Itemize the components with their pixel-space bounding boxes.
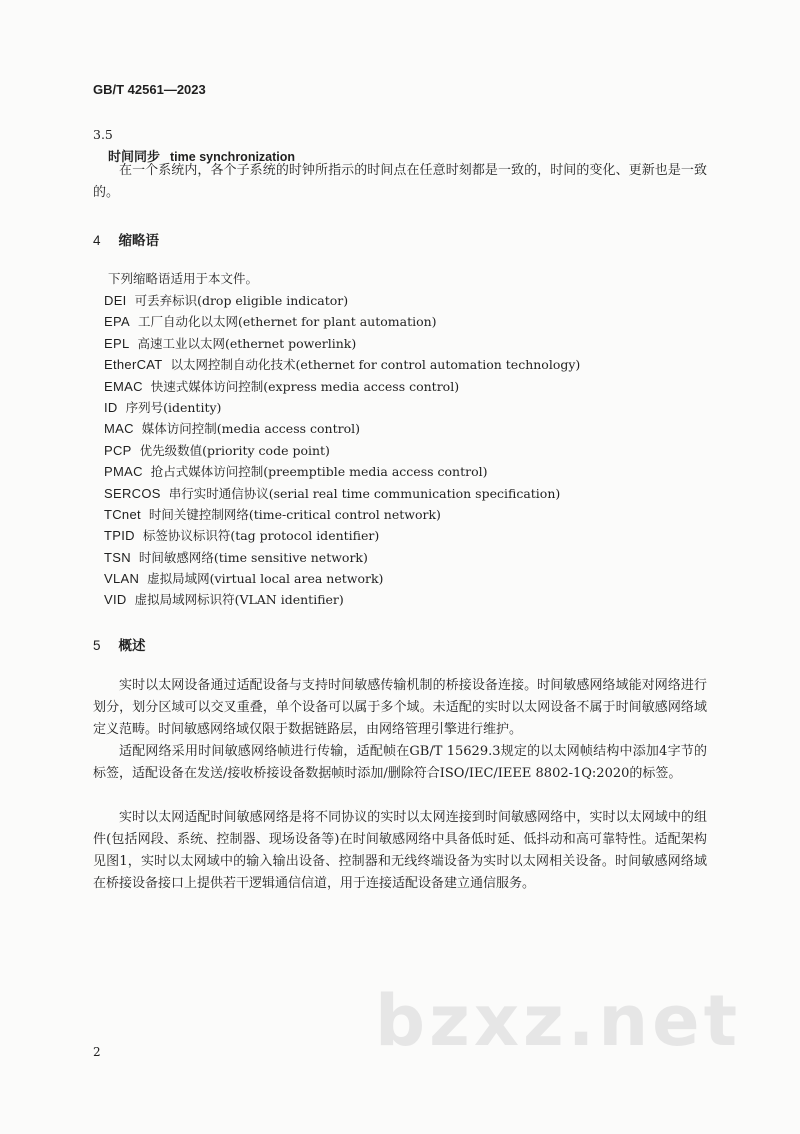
abbreviation-description: 高速工业以太网(ethernet powerlink) (137, 335, 357, 351)
abbreviation-description: 虚拟局域网标识符(VLAN identifier) (134, 592, 344, 608)
abbreviation-description: 串行实时通信协议(serial real time communication specification) (168, 485, 561, 501)
abbreviation-description: 时间敏感网络(time sensitive network) (138, 549, 368, 565)
abbreviation-term: PMAC (104, 464, 143, 480)
abbreviation-term: MAC (104, 421, 134, 437)
abbreviation-term: EMAC (104, 378, 143, 394)
abbreviation-description: 优先级数值(priority code point) (139, 442, 330, 458)
abbreviation-term: PCP (104, 442, 132, 458)
section-4-number: 4 (93, 233, 101, 248)
section-5-title: 概述 (118, 638, 146, 654)
abbreviation-item (104, 547, 580, 568)
abbreviation-item (104, 333, 580, 354)
abbreviation-description: 可丢弃标识(drop eligible indicator) (134, 293, 349, 308)
abbreviation-description: 时间关键控制网络(time-critical control network) (148, 506, 441, 522)
abbreviation-description: 抢占式媒体访问控制(preemptible media access control) (150, 464, 488, 480)
abbreviation-item (104, 376, 580, 397)
abbreviation-description: 标签协议标识符(tag protocol identifier) (142, 528, 380, 544)
abbreviation-term: VID (104, 592, 127, 608)
abbreviation-description: 媒体访问控制(media access control) (141, 421, 360, 437)
abbreviation-term: DEI (104, 293, 127, 308)
overview-paragraph-3: 实时以太网适配时间敏感网络是将不同协议的实时以太网连接到时间敏感网络中，实时以太网域中的组件(包括网段、系统、控制器、现场设备等)在时间敏感网络中具备低时延、低抖动和高可靠特性。适配架构见图1，实时以太网域中的输入输出设备、控制器和无线终端设备为实时以太网相关设备。时间敏感网络域在桥接设备接口上提供若干逻辑通信信道，用于连接适配设备建立通信服务。 (93, 810, 707, 891)
abbreviation-term: TPID (104, 528, 135, 544)
abbreviation-item (104, 461, 580, 482)
abbreviation-term: VLAN (104, 571, 140, 587)
abbreviation-description: 快速式媒体访问控制(express media access control) (150, 378, 460, 394)
overview-paragraph-1: 实时以太网设备通过适配设备与支持时间敏感传输机制的桥接设备连接。时间敏感网络域能对网络进行划分，划分区域可以交叉重叠，单个设备可以属于多个域。未适配的实时以太网设备不属于时间敏感网络域定义范畴。时间敏感网络域仅限于数据链路层，由网络管理引擎进行维护。 (93, 678, 707, 737)
abbreviation-term: TSN (104, 549, 131, 565)
abbreviation-item (104, 483, 580, 504)
abbreviation-item (104, 354, 580, 375)
abbreviation-list (104, 290, 580, 611)
standard-id: GB/T 42561—2023 (93, 82, 206, 97)
abbreviation-item (104, 589, 580, 610)
abbreviation-description: 以太网控制自动化技术(ethernet for control automation technology) (170, 357, 581, 373)
abbreviation-item (104, 525, 580, 546)
abbreviation-item (104, 290, 580, 311)
abbreviation-description: 工厂自动化以太网(ethernet for plant automation) (137, 314, 437, 330)
abbreviation-description: 序列号(identity) (125, 399, 222, 415)
overview-paragraph-2: 适配网络采用时间敏感网络帧进行传输，适配帧在GB/T 15629.3规定的以太网帧结构中添加4字节的标签，适配设备在发送/接收桥接设备数据帧时添加/删除符合ISO/IEC/IEEE 8802-1Q:2020的标签。 (93, 744, 707, 781)
abbreviation-item (104, 568, 580, 589)
term-cn: 时间同步 (108, 150, 161, 165)
abbreviation-term: ID (104, 399, 118, 415)
section-5-number: 5 (93, 638, 101, 653)
abbreviation-term: SERCOS (104, 485, 161, 501)
section-5-heading (93, 634, 146, 654)
abbreviation-item (104, 440, 580, 461)
term-definition: 在一个系统内，各个子系统的时钟所指示的时间点在任意时刻都是一致的，时间的变化、更新也是一致的。 (93, 163, 707, 200)
abbreviation-item (104, 397, 580, 418)
abbreviation-term: TCnet (104, 506, 141, 522)
abbreviation-term: EPL (104, 335, 130, 351)
section-4-heading (93, 229, 159, 249)
clause-number-3-5: 3.5 (93, 127, 113, 142)
abbr-intro: 下列缩略语适用于本文件。 (108, 271, 259, 286)
section-4-title: 缩略语 (118, 233, 160, 249)
abbreviation-term: EPA (104, 314, 130, 330)
page-number: 2 (93, 1045, 101, 1059)
abbreviation-item (104, 504, 580, 525)
abbreviation-description: 虚拟局域网(virtual local area network) (147, 571, 384, 587)
abbreviation-term: EtherCAT (104, 357, 163, 373)
abbreviation-item (104, 311, 580, 332)
term-en: time synchronization (170, 150, 296, 164)
abbreviation-item (104, 418, 580, 439)
watermark: bzxz.net (375, 980, 742, 1062)
